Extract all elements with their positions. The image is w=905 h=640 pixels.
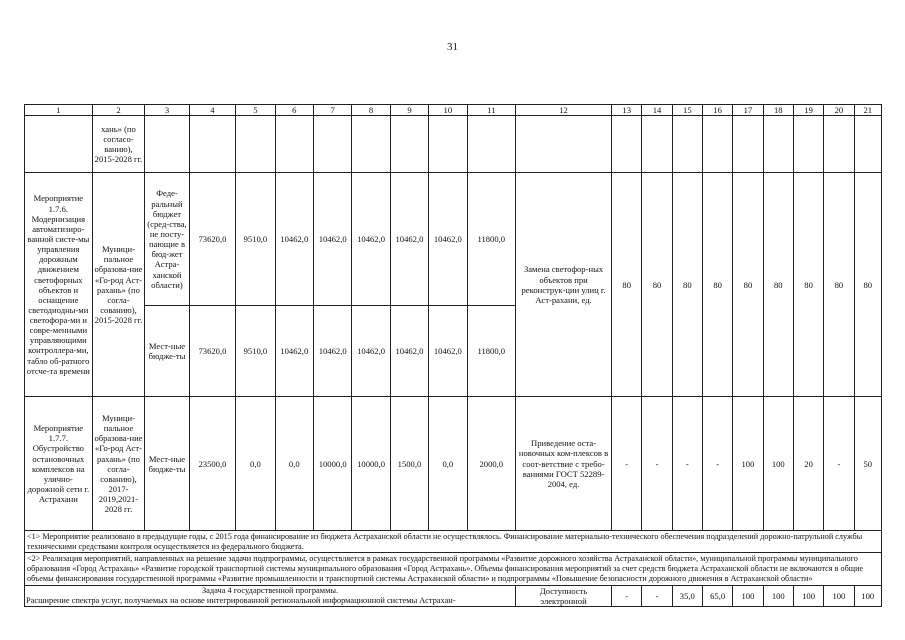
column-number: 19: [793, 105, 823, 116]
amount-cell: 11800,0: [467, 173, 516, 306]
empty-cell: [672, 116, 702, 173]
target-cell: 80: [824, 173, 854, 397]
task-4-text: Расширение спектра услуг, получаемых на основе интегрированной региональной информационной системы Астрахан-: [26, 595, 456, 605]
target-cell: -: [642, 397, 672, 531]
target-cell: 35,0: [672, 585, 702, 606]
indicator-cell: Замена светофор-ных объектов при реконструк-ции улиц г. Аст-рахани, ед.: [516, 173, 612, 397]
measure-1-7-7-row: [25, 397, 882, 531]
funding-source: Мест-ные бюдже-ты: [145, 397, 189, 531]
column-number: 20: [824, 105, 854, 116]
task-4-title: Задача 4 государственной программы.: [201, 585, 339, 595]
empty-cell: [854, 116, 881, 173]
amount-cell: 9510,0: [236, 173, 275, 306]
target-cell: 100: [763, 585, 793, 606]
target-cell: 100: [733, 585, 763, 606]
amount-cell: 10462,0: [390, 173, 428, 306]
amount-cell: 10462,0: [352, 173, 390, 306]
empty-cell: [25, 116, 93, 173]
column-number: 6: [275, 105, 313, 116]
column-number: 14: [642, 105, 672, 116]
measure-name: Мероприятие 1.7.6. Модернизация автоматизиро-ванной систе-мы управления дорожным движением светофорных объектов и оснащение светодиодны-ми светофора-ми и совре-менными управляющими контроллера-ми, табло об-ратного отсче-та времени: [25, 173, 93, 397]
amount-cell: 0,0: [429, 397, 467, 531]
column-number: 15: [672, 105, 702, 116]
empty-cell: [429, 116, 467, 173]
target-cell: 80: [793, 173, 823, 397]
empty-cell: [612, 116, 642, 173]
empty-cell: [824, 116, 854, 173]
target-cell: -: [612, 397, 642, 531]
amount-cell: 11800,0: [467, 306, 516, 397]
target-cell: 80: [733, 173, 763, 397]
funding-source: Феде-ральный бюджет (сред-ства, не посту-пающие в бюд-жет Астра-ханской области): [145, 173, 189, 306]
column-number: 7: [313, 105, 351, 116]
amount-cell: 73620,0: [189, 173, 235, 306]
amount-cell: 10462,0: [313, 306, 351, 397]
amount-cell: 1500,0: [390, 397, 428, 531]
footnote-row-1: [25, 531, 882, 553]
amount-cell: 0,0: [275, 397, 313, 531]
measure-name: Мероприятие 1.7.7. Обустройство остановочных комплексов на улично-дорожной сети г. Астрахани: [25, 397, 93, 531]
executor-cell: Муници-пальное образова-ние «Го-род Аст-рахань» (по согла-сованию), 2017-2019,2021-2028 гг.: [92, 397, 145, 531]
empty-cell: [352, 116, 390, 173]
continued-row: [25, 116, 882, 173]
amount-cell: 0,0: [236, 397, 275, 531]
target-cell: 80: [612, 173, 642, 397]
target-cell: -: [612, 585, 642, 606]
amount-cell: 10462,0: [275, 173, 313, 306]
empty-cell: [793, 116, 823, 173]
column-number: 10: [429, 105, 467, 116]
column-number: 2: [92, 105, 145, 116]
column-number: 18: [763, 105, 793, 116]
empty-cell: [189, 116, 235, 173]
amount-cell: 73620,0: [189, 306, 235, 397]
indicator-cell: Приведение оста-новочных ком-плексов в соот-ветствие с требо-ваниями ГОСТ 52289-2004, ед.: [516, 397, 612, 531]
target-cell: 100: [793, 585, 823, 606]
target-cell: 80: [854, 173, 881, 397]
column-number: 4: [189, 105, 235, 116]
target-cell: -: [672, 397, 702, 531]
amount-cell: 10462,0: [275, 306, 313, 397]
column-number: 9: [390, 105, 428, 116]
footnote-2: <2> Реализация мероприятий, направленных на решение задачи подпрограммы, осуществляется в рамках государственной программы «Развитие дорожного хозяйства Астраханской области», муниципальной программы муниципального образования «Город Астрахань» «Развитие городской транспортной системы муниципального образования «Город Астрахань». Объемы финансирования мероприятий за счет средств бюджета Астраханской области не включаются в общие объемы финансирования государственной программы «Развитие промышленности и транспортной системы Астраханской области» и подпрограммы «Повышение безопасности дорожного движения в Астраханской области»: [25, 553, 882, 585]
executor-cell: хань» (по согласо-ванию), 2015-2028 гг.: [92, 116, 145, 173]
column-number: 1: [25, 105, 93, 116]
target-cell: -: [642, 585, 672, 606]
column-number: 17: [733, 105, 763, 116]
target-cell: 100: [854, 585, 881, 606]
empty-cell: [702, 116, 732, 173]
column-number-row: [25, 105, 882, 116]
target-cell: 80: [672, 173, 702, 397]
column-number: 12: [516, 105, 612, 116]
empty-cell: [236, 116, 275, 173]
target-cell: 100: [763, 397, 793, 531]
target-cell: -: [824, 397, 854, 531]
column-number: 13: [612, 105, 642, 116]
amount-cell: 2000,0: [467, 397, 516, 531]
amount-cell: 23500,0: [189, 397, 235, 531]
task-4-indicator: Доступность электронной: [516, 585, 612, 606]
empty-cell: [642, 116, 672, 173]
empty-cell: [145, 116, 189, 173]
empty-cell: [467, 116, 516, 173]
amount-cell: 10462,0: [313, 173, 351, 306]
target-cell: 20: [793, 397, 823, 531]
empty-cell: [390, 116, 428, 173]
amount-cell: 10462,0: [429, 306, 467, 397]
amount-cell: 10000,0: [352, 397, 390, 531]
column-number: 5: [236, 105, 275, 116]
target-cell: 100: [824, 585, 854, 606]
target-cell: 50: [854, 397, 881, 531]
amount-cell: 9510,0: [236, 306, 275, 397]
column-number: 8: [352, 105, 390, 116]
empty-cell: [763, 116, 793, 173]
target-cell: 100: [733, 397, 763, 531]
amount-cell: 10462,0: [390, 306, 428, 397]
target-cell: 80: [642, 173, 672, 397]
target-cell: 65,0: [702, 585, 732, 606]
footnote-1: <1> Мероприятие реализовано в предыдущие годы, с 2015 года финансирование из бюджета Астраханской области не осуществлялось. Финансирование материально-технического обеспечения подразделений дорожно-патрульной службы техническими средствами контроля осуществляется из федерального бюджета.: [25, 531, 882, 553]
amount-cell: 10462,0: [429, 173, 467, 306]
amount-cell: 10000,0: [313, 397, 351, 531]
funding-source: Мест-ные бюдже-ты: [145, 306, 189, 397]
column-number: 11: [467, 105, 516, 116]
target-cell: 80: [702, 173, 732, 397]
empty-cell: [313, 116, 351, 173]
amount-cell: 10462,0: [352, 306, 390, 397]
executor-cell: Муници-пальное образова-ние «Го-род Аст-рахань» (по согла-сованию), 2015-2028 гг.: [92, 173, 145, 397]
program-table: [24, 104, 882, 607]
measure-1-7-6-row-federal: [25, 173, 882, 306]
column-number: 3: [145, 105, 189, 116]
task-4-cell: [25, 585, 516, 606]
footnote-row-2: [25, 553, 882, 585]
task-4-row: [25, 585, 882, 606]
column-number: 16: [702, 105, 732, 116]
column-number: 21: [854, 105, 881, 116]
empty-cell: [516, 116, 612, 173]
empty-cell: [733, 116, 763, 173]
empty-cell: [275, 116, 313, 173]
target-cell: 80: [763, 173, 793, 397]
target-cell: -: [702, 397, 732, 531]
page-number: 31: [447, 41, 458, 53]
